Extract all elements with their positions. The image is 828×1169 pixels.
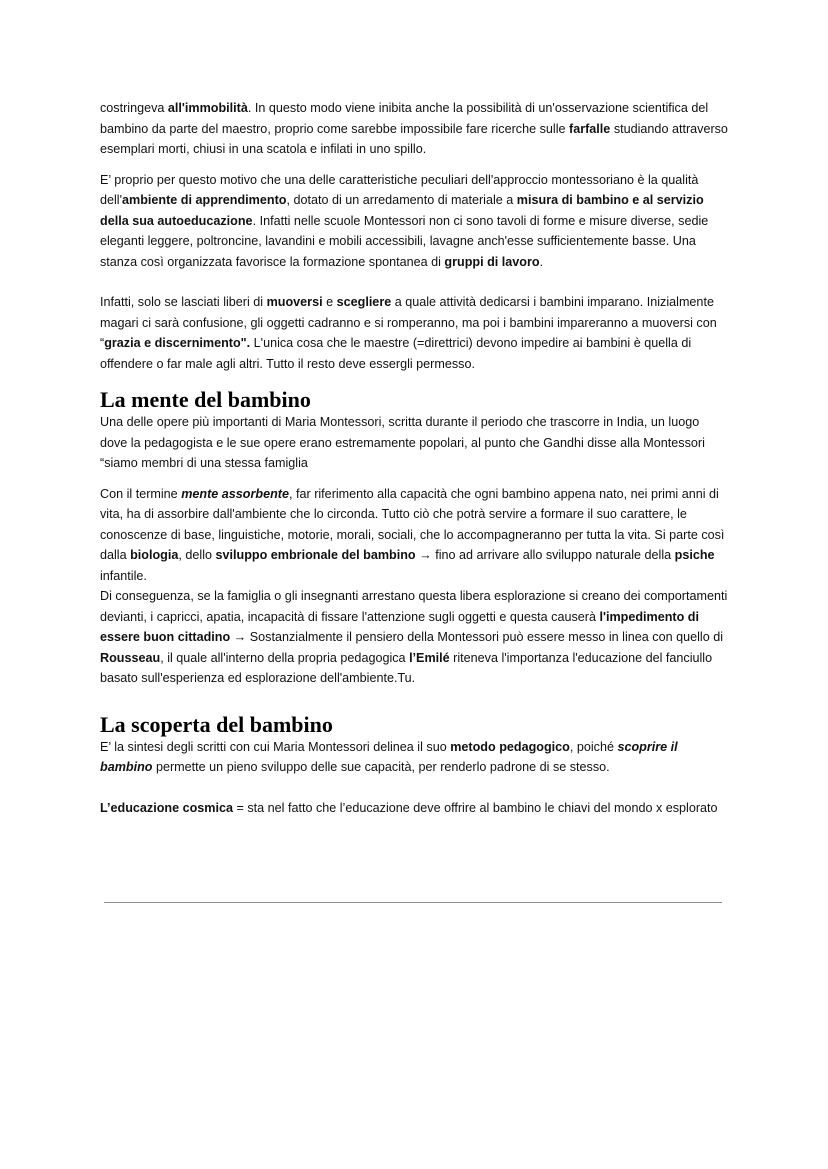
text: , poiché [569,739,618,754]
bold-text: all'immobilità [167,101,248,115]
paragraph-immobility [100,98,730,160]
text: riteneva l'importanza l'educazione del fanciullo basato sull'esperienza ed esplorazione dell'ambiente.Tu. [100,650,713,685]
bold-italic-text: scoprire il bambino [100,739,678,774]
text: Con il termine [100,486,182,501]
text: e [322,295,337,309]
text: → Sostanzialmente il pensiero della Montessori può essere messo in linea con quello di [230,630,723,644]
bold-text: gruppi di lavoro [444,254,540,269]
bold-italic-text: mente assorbente [181,486,289,501]
text: , dotato di un arredamento di materiale a [286,193,517,207]
paragraph-environment [100,170,730,273]
text: → fino ad arrivare allo sviluppo naturale della [415,548,675,562]
bold-text: grazia e discernimento". [104,336,251,350]
text: = sta nel fatto che l’educazione deve offrire al bambino le chiavi del mondo x esplorato [232,800,718,815]
text: studiando attraverso esemplari morti, chiusi in una scatola e infilati in uno spillo. [100,121,728,156]
text: . In questo modo viene inibita anche la possibilità di un'osservazione scientifica del bambino da parte del maestro, proprio come sarebbe impossibile fare ricerche sulle [100,101,709,136]
bold-text: L’educazione cosmica [100,800,233,815]
heading-mente-del-bambino: La mente del bambino [100,387,311,412]
text: , far riferimento alla capacità che ogni bambino appena nato, nei primi anni di vita, ha di assorbire dall'ambiente che lo circonda. Tutto ciò che potrà servire a formare il suo carattere, le conoscenze di base, linguistiche, motorie, morali, sociali, che lo accompagneranno per tutta la vita. Si parte così dalla [100,486,725,562]
text: E’ proprio per questo motivo che una delle caratteristiche peculiari dell'approccio montessoriano è la qualità dell' [100,172,699,207]
paragraph-consequences [100,586,730,689]
bold-text: Rousseau [100,650,161,665]
bold-text: psiche [674,548,715,562]
bold-text: misura di bambino e al servizio della sua autoeducazione [100,193,704,228]
text: Infatti, solo se lasciati liberi di [100,295,267,309]
text: costringeva [100,101,168,115]
paragraph-absorbent-mind [100,484,730,587]
document-page [100,98,730,818]
bold-text: muoversi [266,295,323,309]
text: infantile. [100,568,147,583]
paragraph-freedom [100,292,730,374]
text: Di conseguenza, se la famiglia o gli insegnanti arrestano questa libera esplorazione si creano dei comportamenti devianti, i capricci, apatia, incapacità di fissare l'attenzione sugli oggetti e questa causerà [100,589,728,624]
bold-text: biologia [130,548,179,562]
text: . [539,254,544,269]
text: a quale attività dedicarsi i bambini imparano. Inizialmente magari ci sarà confusione, gli oggetti cadranno e si romperanno, ma poi i bambini impareranno a muoversi con “ [100,295,717,350]
text: permette un pieno sviluppo delle sue capacità, per renderlo padrone di se stesso. [152,760,610,774]
text: E’ la sintesi degli scritti con cui Maria Montessori delinea il suo [100,739,451,754]
bold-text: scegliere [336,295,392,309]
horizontal-divider [104,902,722,903]
bold-text: ambiente di apprendimento [122,193,287,207]
text: . Infatti nelle scuole Montessori non ci sono tavoli di forme e misure diverse, sedie eleganti leggere, poltroncine, lavandini e mobili accessibili, lavagne anch'esse sufficientemente basse. Una stanza così organizzata favorisce la formazione spontanea di [100,213,709,269]
bold-text: l’Emilé [409,650,450,665]
heading-scoperta-del-bambino: La scoperta del bambino [100,711,333,737]
paragraph-method [100,737,730,778]
text: , il quale all'interno della propria pedagogica [160,650,410,665]
paragraph-cosmic-education [100,798,730,819]
paragraph-india: Una delle opere più importanti di Maria Montessori, scritta durante il periodo che trascorre in India, un luogo dove la pedagogista e le sue opere erano estremamente popolari, al punto che Gandhi disse alla Montessori “siamo membri di una stessa famiglia [100,415,705,470]
bold-text: sviluppo embrionale del bambino [215,548,416,562]
bold-text: l'impedimento di essere buon cittadino [100,609,700,644]
bold-text: farfalle [569,121,611,136]
bold-text: metodo pedagogico [450,739,570,754]
text: , dello [178,548,216,562]
text: L'unica cosa che le maestre (=direttrici) devono impedire ai bambini è quella di offendere o far male agli altri. Tutto il resto deve essergli permesso. [100,336,692,371]
